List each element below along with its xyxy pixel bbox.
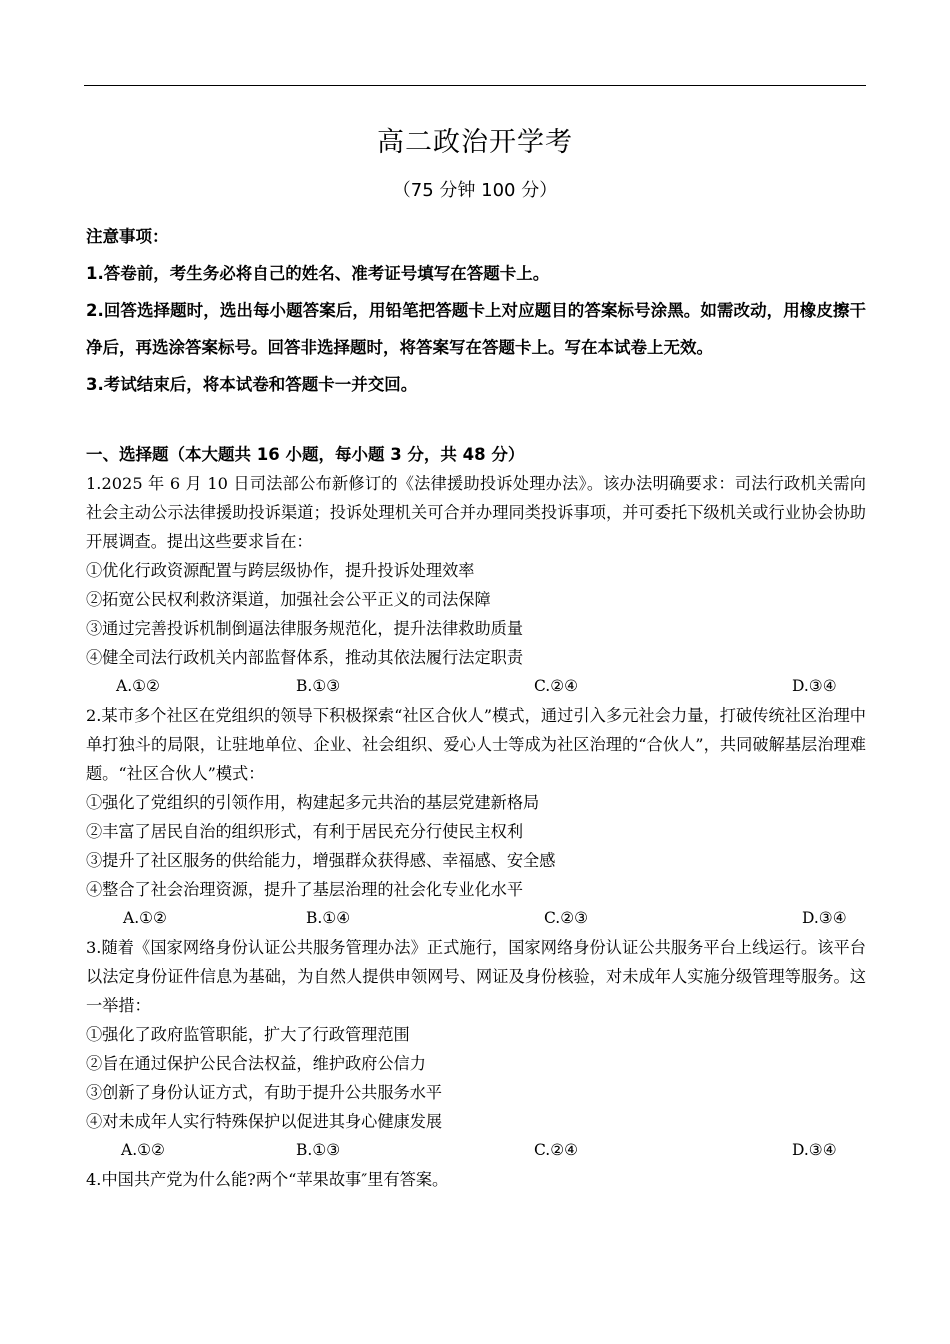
choice-d: D.③④	[802, 909, 847, 927]
choice-b: B.①④	[306, 909, 351, 927]
option-line: ④整合了社会治理资源，提升了基层治理的社会化专业化水平	[86, 880, 524, 899]
option-line: ①强化了党组织的引领作用，构建起多元共治的基层党建新格局	[86, 793, 540, 812]
choice-b: B.①③	[296, 1141, 341, 1159]
question-2	[86, 701, 866, 933]
option-line: ③提升了社区服务的供给能力，增强群众获得感、幸福感、安全感	[86, 851, 556, 870]
page-title: 高二政治开学考	[377, 127, 573, 158]
option-line: ②拓宽公民权利救济渠道，加强社会公平正义的司法保障	[86, 590, 491, 609]
choice-a: A.①②	[121, 1141, 165, 1159]
notes-item-2: 2.回答选择题时，选出每小题答案后，用铅笔把答题卡上对应题目的答案标号涂黑。如需改动，用橡皮擦干净后，再选涂答案标号。回答非选择题时，将答案写在答题卡上。写在本试卷上无效。	[86, 301, 866, 357]
option-line: ④对未成年人实行特殊保护以促进其身心健康发展	[86, 1112, 443, 1131]
option-line: ①强化了政府监管职能，扩大了行政管理范围	[86, 1025, 410, 1044]
header-rule	[84, 85, 866, 86]
question-1	[86, 469, 866, 701]
option-line: ④健全司法行政机关内部监督体系，推动其依法履行法定职责	[86, 648, 524, 667]
option-line: ②旨在通过保护公民合法权益，维护政府公信力	[86, 1054, 426, 1073]
question-stem: 4.中国共产党为什么能?两个“苹果故事″里有答案。	[86, 1170, 449, 1189]
exam-duration-score: （75 分钟 100 分）	[392, 180, 558, 201]
question-stem: 1.2025 年 6 月 10 日司法部公布新修订的《法律援助投诉处理办法》。该办法明确要求：司法行政机关需向社会主动公示法律援助投诉渠道；投诉处理机关可合并办理同类投诉事项，并可委托下级机关或行业协会协助开展调查。提出这些要求旨在：	[86, 474, 866, 551]
choice-c: C.②④	[534, 1141, 579, 1159]
choice-a: A.①②	[123, 909, 167, 927]
question-list	[86, 469, 866, 1194]
notes-heading: 注意事项：	[86, 227, 169, 246]
answer-choices	[86, 672, 866, 701]
question-3	[86, 933, 866, 1165]
exam-notes	[86, 218, 866, 403]
choice-d: D.③④	[792, 677, 837, 695]
answer-choices	[86, 1136, 866, 1165]
answer-choices	[86, 904, 866, 933]
question-4	[86, 1165, 866, 1194]
notes-item-3: 3.考试结束后，将本试卷和答题卡一并交回。	[86, 375, 418, 394]
choice-d: D.③④	[792, 1141, 837, 1159]
question-stem: 3.随着《国家网络身份认证公共服务管理办法》正式施行，国家网络身份认证公共服务平台上线运行。该平台以法定身份证件信息为基础，为自然人提供申领网号、网证及身份核验，对未成年人实施分级管理等服务。这一举措：	[86, 938, 866, 1015]
option-line: ③通过完善投诉机制倒逼法律服务规范化，提升法律救助质量	[86, 619, 524, 638]
choice-c: C.②④	[534, 677, 579, 695]
notes-item-1: 1.答卷前，考生务必将自己的姓名、准考证号填写在答题卡上。	[86, 264, 550, 283]
section-heading: 一、选择题（本大题共 16 小题，每小题 3 分，共 48 分）	[86, 445, 525, 464]
option-line: ①优化行政资源配置与跨层级协作，提升投诉处理效率	[86, 561, 475, 580]
choice-c: C.②③	[544, 909, 589, 927]
option-line: ③创新了身份认证方式，有助于提升公共服务水平	[86, 1083, 443, 1102]
choice-b: B.①③	[296, 677, 341, 695]
choice-a: A.①②	[116, 677, 160, 695]
question-stem: 2.某市多个社区在党组织的领导下积极探索“社区合伙人”模式，通过引入多元社会力量，打破传统社区治理中单打独斗的局限，让驻地单位、企业、社会组织、爱心人士等成为社区治理的“合伙人”，共同破解基层治理难题。“社区合伙人”模式：	[86, 706, 866, 783]
option-line: ②丰富了居民自治的组织形式，有利于居民充分行使民主权利	[86, 822, 524, 841]
